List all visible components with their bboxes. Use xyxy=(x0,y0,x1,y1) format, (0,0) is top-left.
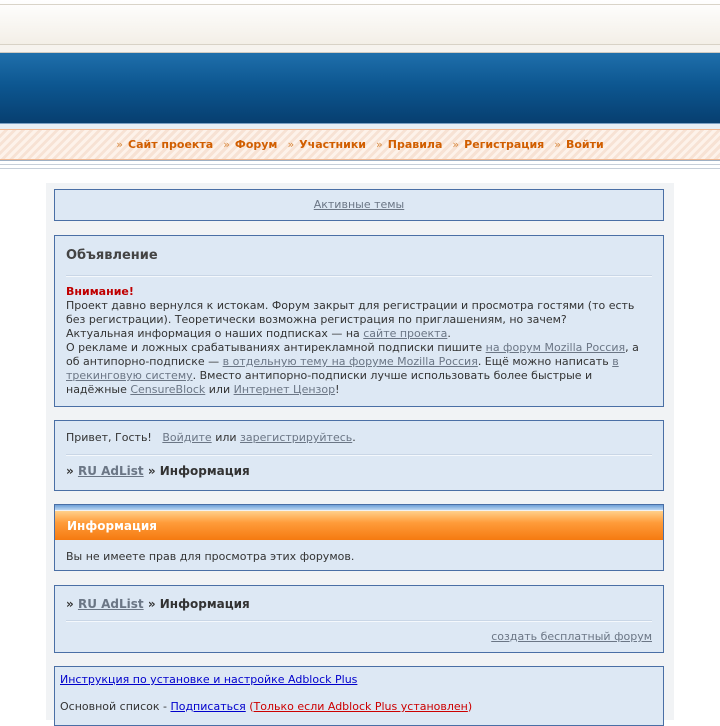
internet-censor-link[interactable]: Интернет Цензор xyxy=(233,383,336,396)
breadcrumb-arrow-icon: » xyxy=(66,597,74,611)
mozilla-topic-link[interactable]: в отдельную тему на форуме Mozilla Россия xyxy=(222,355,478,368)
nav-arrow-icon: » xyxy=(376,138,383,151)
announcement-paragraph-3 xyxy=(66,341,652,397)
paren-open: ( xyxy=(245,700,254,713)
nav-divider-lines xyxy=(0,160,720,172)
breadcrumb-bottom xyxy=(66,597,652,611)
announcement-separator xyxy=(66,275,652,277)
subscribe-link[interactable]: Подписаться xyxy=(170,700,246,713)
nav-arrow-icon: » xyxy=(554,138,561,151)
p3-text-a: О рекламе и ложных срабатываниях антирекламной подписки пишите xyxy=(66,341,486,354)
nav-site-label: Сайт проекта xyxy=(128,138,214,151)
welcome-line xyxy=(66,431,652,444)
footer-box xyxy=(54,666,664,726)
instruction-row xyxy=(60,673,658,686)
welcome-dot: . xyxy=(352,431,356,444)
announcement-paragraph-2 xyxy=(66,327,652,341)
main-list-label: Основной список - xyxy=(60,700,171,713)
create-forum-link[interactable]: создать бесплатный форум xyxy=(491,630,652,643)
nav-rules-label: Правила xyxy=(387,138,443,151)
active-topics-link[interactable]: Активные темы xyxy=(313,198,405,211)
welcome-or: или xyxy=(215,431,237,444)
bottom-breadcrumb-box xyxy=(54,585,664,653)
login-link[interactable]: Войдите xyxy=(162,431,212,444)
active-topics-box xyxy=(54,189,664,221)
nav-site[interactable] xyxy=(116,138,213,151)
announcement-title: Объявление xyxy=(66,248,158,263)
info-box xyxy=(54,504,664,571)
nav-login-label: Войти xyxy=(565,138,604,151)
nav-arrow-icon: » xyxy=(116,138,124,151)
breadcrumb-current-bottom: » Информация xyxy=(147,597,250,611)
register-link[interactable]: зарегистрируйтесь xyxy=(240,431,353,444)
info-message: Вы не имеете прав для просмотра этих форумов. xyxy=(66,550,355,563)
p3-text-f: ! xyxy=(335,383,340,396)
bottom-separator xyxy=(66,620,652,622)
breadcrumb-forum-link-bottom[interactable]: RU AdList xyxy=(77,597,144,611)
nav-arrow-icon: » xyxy=(223,138,230,151)
nav-login[interactable] xyxy=(554,138,603,151)
info-title: Информация xyxy=(55,510,663,540)
welcome-separator xyxy=(66,454,652,456)
welcome-box xyxy=(54,420,664,491)
p3-text-b: , а об антипорно-подписке — xyxy=(66,341,639,368)
main-content xyxy=(46,183,674,720)
main-navigation xyxy=(0,129,720,160)
p2-text: Актуальная информация о наших подписках — на xyxy=(66,327,364,340)
announcement-paragraph-1: Проект давно вернулся к истокам. Форум закрыт для регистрации и просмотра гостями (то есть без регистрации). Теоретически возможна регистрация по приглашениям, но зачем? xyxy=(66,299,635,326)
instruction-link[interactable]: Инструкция по установке и настройке Adblock Plus xyxy=(60,673,358,686)
project-site-link[interactable]: сайте проекта xyxy=(363,327,448,340)
nav-arrow-icon: » xyxy=(452,138,460,151)
nav-arrow-icon: » xyxy=(287,138,295,151)
create-forum-row xyxy=(66,630,652,643)
p3-text-e: или xyxy=(205,383,234,396)
nav-register-label: Регистрация xyxy=(464,138,545,151)
nav-rules[interactable] xyxy=(376,138,442,151)
breadcrumb-forum-link[interactable]: RU AdList xyxy=(77,464,144,478)
nav-members-label: Участники xyxy=(299,138,367,151)
paren-close: ) xyxy=(467,700,473,713)
header-banner xyxy=(0,53,720,123)
nav-register[interactable] xyxy=(452,138,544,151)
breadcrumb xyxy=(66,464,652,478)
breadcrumb-arrow-icon: » xyxy=(66,464,74,478)
nav-forum-label: Форум xyxy=(234,138,278,151)
only-if-installed-link[interactable]: Только если Adblock Plus установлен xyxy=(253,700,468,713)
welcome-greeting: Привет, Гость! xyxy=(66,431,152,444)
mozilla-forum-link[interactable]: на форум Mozilla Россия xyxy=(485,341,626,354)
tracker-link[interactable]: в трекинговую систему xyxy=(66,355,619,382)
breadcrumb-current: » Информация xyxy=(147,464,250,478)
censureblock-link[interactable]: CensureBlock xyxy=(130,383,206,396)
announcement-box xyxy=(54,235,664,407)
p3-text-d: . Вместо антипорно-подписки лучше использовать более быстрые и надёжные xyxy=(66,369,593,396)
main-list-row xyxy=(60,700,658,713)
warning-label: Внимание! xyxy=(66,285,134,298)
header-gap xyxy=(0,45,720,53)
p3-text-c: . Ещё можно написать xyxy=(477,355,613,368)
nav-forum[interactable] xyxy=(223,138,277,151)
top-header-strip xyxy=(0,0,720,45)
nav-members[interactable] xyxy=(287,138,366,151)
p2-end: . xyxy=(447,327,451,340)
